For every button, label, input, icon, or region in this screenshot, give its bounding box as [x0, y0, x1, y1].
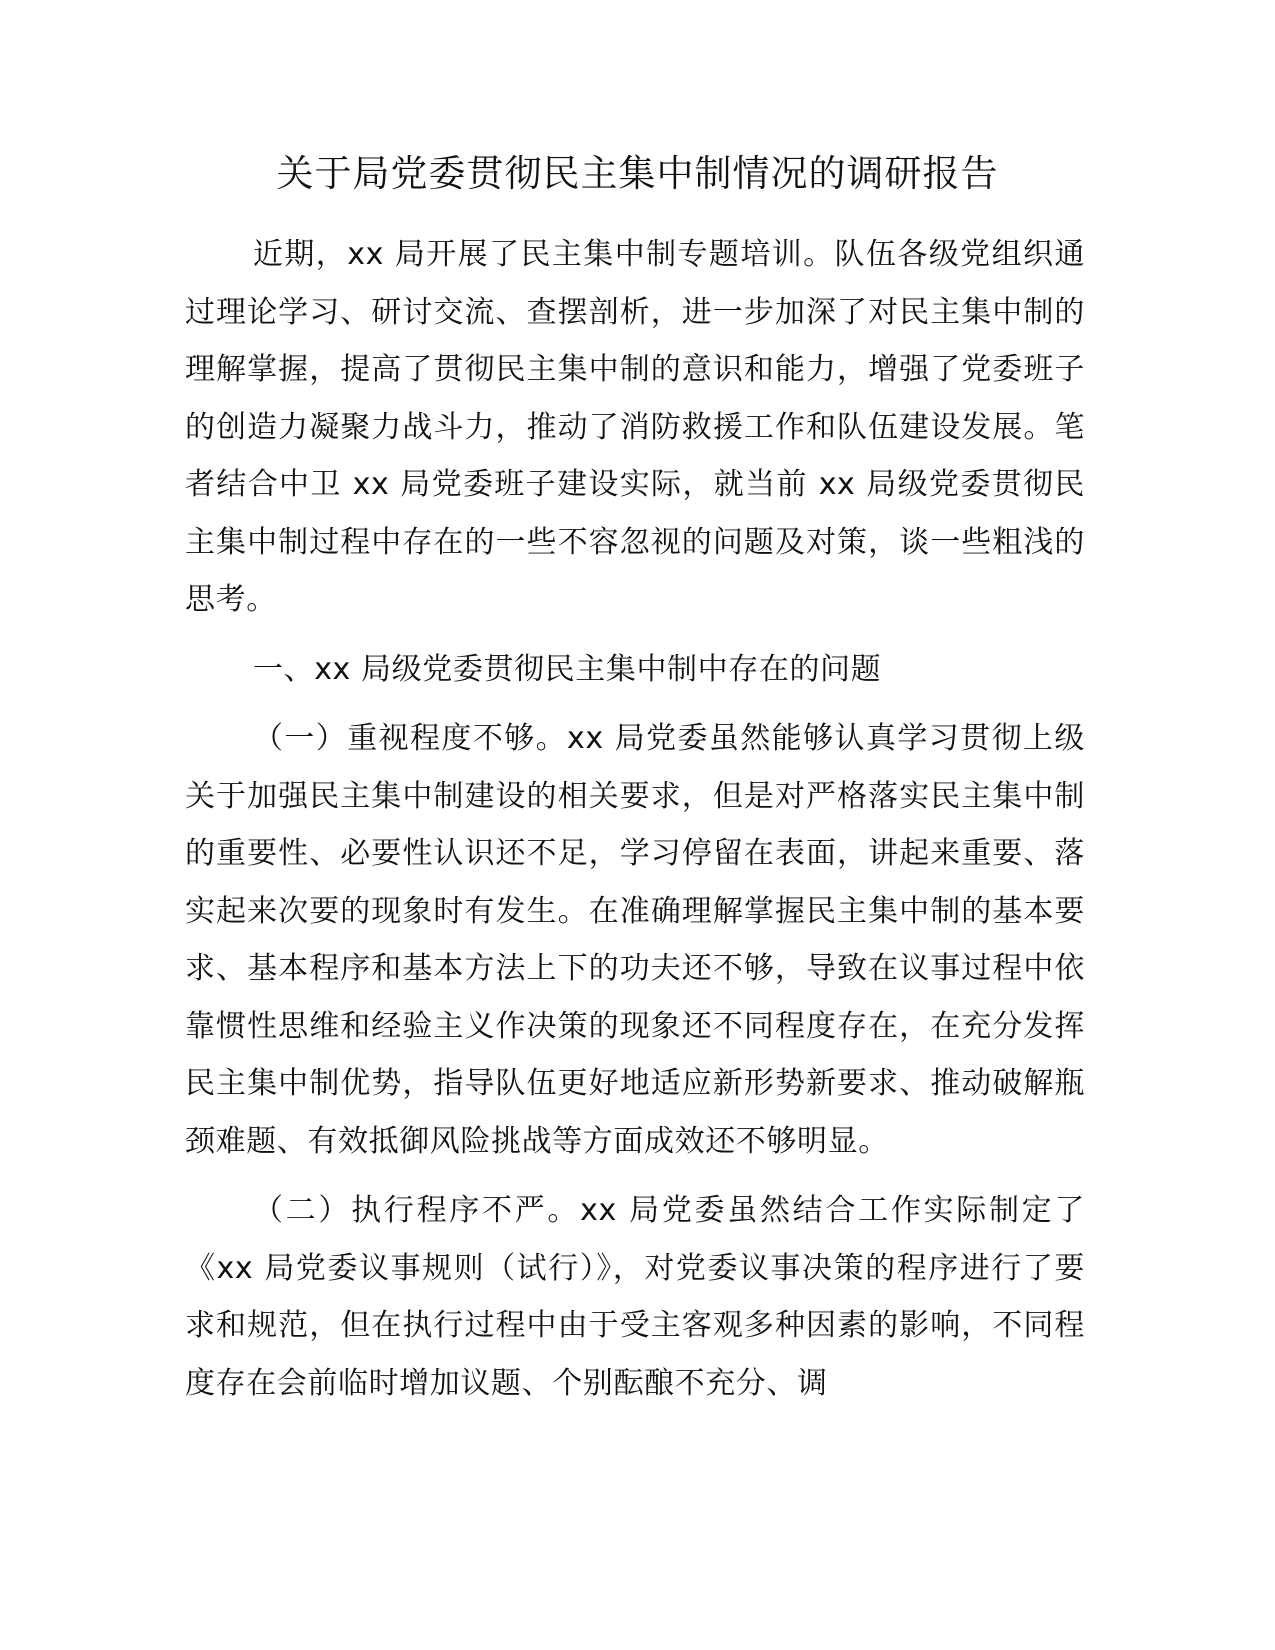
problem-paragraph-1: （一）重视程度不够。xx 局党委虽然能够认真学习贯彻上级关于加强民主集中制建设的相关要求，但是对严格落实民主集中制的重要性、必要性认识还不足，学习停留在表面，讲起来重要、落实起来次要的现象时有发生。在准确理解掌握民主集中制的基本要求、基本程序和基本方法上下的功夫还不够，导致在议事过程中依靠惯性思维和经验主义作决策的现象还不同程度存在，在充分发挥民主集中制优势，指导队伍更好地适应新形势新要求、推动破解瓶颈难题、有效抵御风险挑战等方面成效还不够明显。 [185, 721, 1085, 1159]
document-title: 关于局党委贯彻民主集中制情况的调研报告 [276, 152, 999, 195]
problem-paragraph-2: （二）执行程序不严。xx 局党委虽然结合工作实际制定了《xx 局党委议事规则（试行）》，对党委议事决策的程序进行了要求和规范，但在执行过程中由于受主客观多种因素的影响，不同程度存在会前临时增加议题、个别酝酿不充分、调 [185, 1193, 1085, 1401]
section-heading: 一、xx 局级党委贯彻民主集中制中存在的问题 [253, 651, 882, 687]
intro-paragraph: 近期，xx 局开展了民主集中制专题培训。队伍各级党组织通过理论学习、研讨交流、查摆剖析，进一步加深了对民主集中制的理解掌握，提高了贯彻民主集中制的意识和能力，增强了党委班子的创造力凝聚力战斗力，推动了消防救援工作和队伍建设发展。笔者结合中卫 xx 局党委班子建设实际，就当前 xx 局级党委贯彻民主集中制过程中存在的一些不容忽视的问题及对策，谈一些粗浅的思考。 [185, 237, 1085, 617]
document-body [185, 226, 1085, 1424]
